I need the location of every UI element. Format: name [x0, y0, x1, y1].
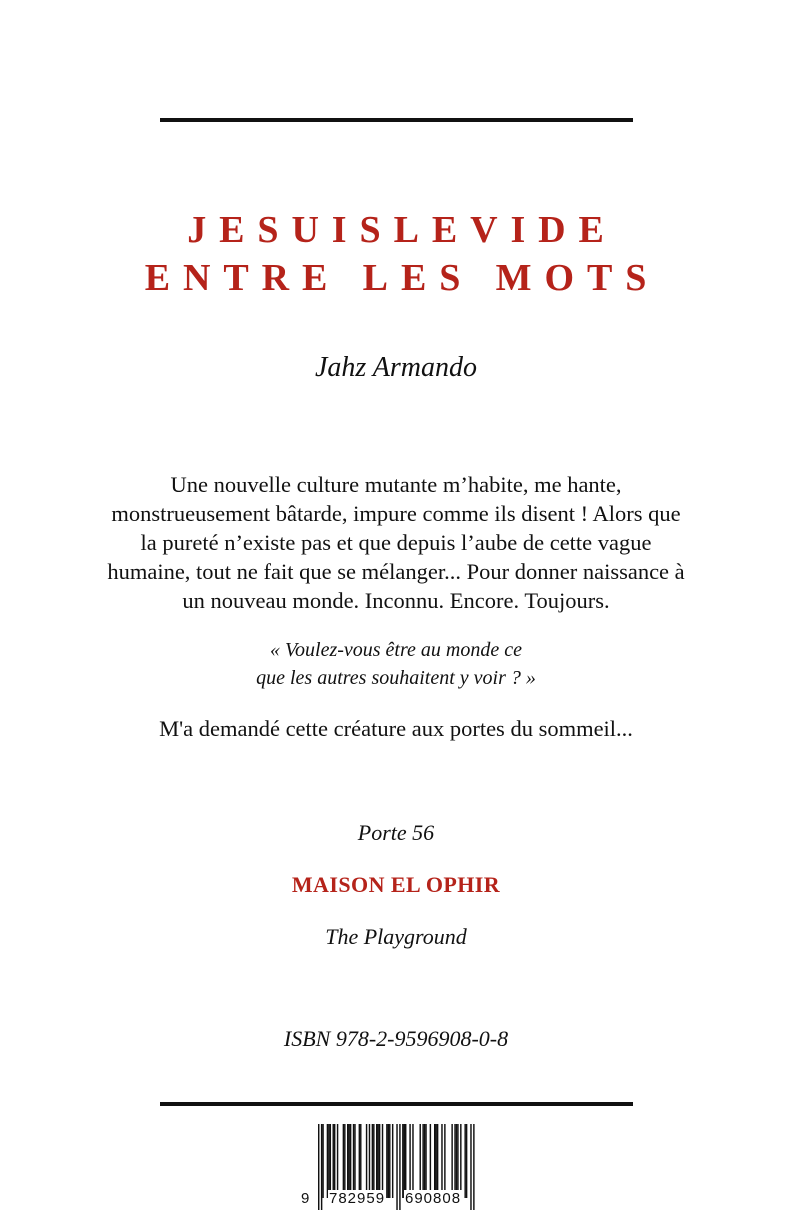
blurb-line: la pureté n’existe pas et que depuis l’aube de cette vague: [140, 530, 652, 555]
barcode-bar: [373, 1124, 374, 1198]
barcode-bar: [322, 1124, 323, 1198]
barcode-bar: [404, 1124, 405, 1198]
imprint-name: The Playground: [325, 924, 467, 949]
barcode-bar: [388, 1124, 389, 1198]
back-cover-blurb: [60, 470, 732, 615]
barcode-bar: [464, 1124, 465, 1198]
barcode-bar: [460, 1124, 461, 1198]
closing-line: M'a demandé cette créature aux portes du sommeil...: [159, 716, 633, 741]
barcode-bar: [405, 1124, 406, 1198]
barcode-bar: [420, 1124, 421, 1198]
barcode-bar: [372, 1124, 373, 1198]
barcode-bar: [470, 1124, 471, 1210]
author-name: Jahz Armando: [314, 352, 478, 383]
barcode-bar: [430, 1124, 431, 1198]
barcode-bar: [327, 1124, 328, 1198]
barcode-bar: [330, 1124, 331, 1198]
barcode-bar: [399, 1124, 400, 1210]
book-title-line-2: ENTRE LES MOTS: [144, 257, 660, 299]
barcode-bar: [441, 1124, 442, 1198]
blurb-line: humaine, tout ne fait que se mélanger... Pour donner naissance à: [107, 559, 685, 584]
barcode-bar: [347, 1124, 348, 1198]
barcode-bar: [412, 1124, 413, 1198]
barcode-bar: [392, 1124, 393, 1198]
isbn-number: ISBN 978-2-9596908-0-8: [283, 1026, 509, 1051]
barcode-bar: [350, 1124, 351, 1198]
publisher-name: MAISON EL OPHIR: [291, 872, 501, 897]
barcode-bar: [434, 1124, 435, 1198]
barcode-bar: [379, 1124, 380, 1198]
barcode-bar: [333, 1124, 334, 1198]
barcode-bar: [359, 1124, 360, 1198]
barcode-digit-first: 9: [301, 1190, 310, 1207]
barcode-bar: [318, 1124, 319, 1210]
barcode-bar: [457, 1124, 458, 1198]
barcode-bar: [321, 1124, 322, 1210]
barcode-bar: [451, 1124, 452, 1198]
barcode-bar: [377, 1124, 378, 1198]
barcode-bar: [435, 1124, 436, 1198]
barcode-bar: [402, 1124, 403, 1198]
barcode-group-right: 690808: [405, 1190, 462, 1207]
barcode-bar: [456, 1124, 457, 1198]
barcode-bar: [425, 1124, 426, 1198]
top-rule: [160, 118, 633, 122]
barcode-bar: [386, 1124, 387, 1198]
barcode-bar: [382, 1124, 383, 1198]
blurb-line: monstrueusement bâtarde, impure comme ils disent ! Alors que: [111, 501, 681, 526]
barcode-bar: [437, 1124, 438, 1198]
barcode-bar: [396, 1124, 397, 1210]
barcode-bar: [353, 1124, 354, 1198]
barcode-bar: [454, 1124, 455, 1198]
barcode-bar: [473, 1124, 474, 1210]
barcode-bar: [354, 1124, 355, 1198]
barcode-bar: [337, 1124, 338, 1198]
barcode-bar: [366, 1124, 367, 1198]
barcode-bar: [344, 1124, 345, 1198]
barcode-bar: [424, 1124, 425, 1198]
collection-name: Porte 56: [357, 820, 435, 845]
blurb-line: un nouveau monde. Inconnu. Encore. Toujours.: [182, 588, 610, 613]
pull-quote: [0, 636, 792, 692]
barcode-bar: [376, 1124, 377, 1198]
quote-line: que les autres souhaitent y voir ? »: [256, 667, 536, 689]
book-title-line-1: JESUISLEVIDE: [187, 209, 617, 251]
barcode-bar: [466, 1124, 467, 1198]
barcode-bar: [348, 1124, 349, 1198]
blurb-line: Une nouvelle culture mutante m’habite, me hante,: [170, 472, 622, 497]
bottom-rule: [160, 1102, 633, 1106]
barcode-bar: [389, 1124, 390, 1198]
barcode-bar: [328, 1124, 329, 1198]
barcode-bar: [334, 1124, 335, 1198]
barcode-group-left: 782959: [329, 1190, 386, 1207]
barcode-bar: [343, 1124, 344, 1198]
barcode-bar: [369, 1124, 370, 1198]
barcode-bar: [409, 1124, 410, 1198]
barcode-bar: [360, 1124, 361, 1198]
barcode-bar: [444, 1124, 445, 1198]
barcode-bar: [422, 1124, 423, 1198]
quote-line: « Voulez-vous être au monde ce: [270, 639, 522, 661]
